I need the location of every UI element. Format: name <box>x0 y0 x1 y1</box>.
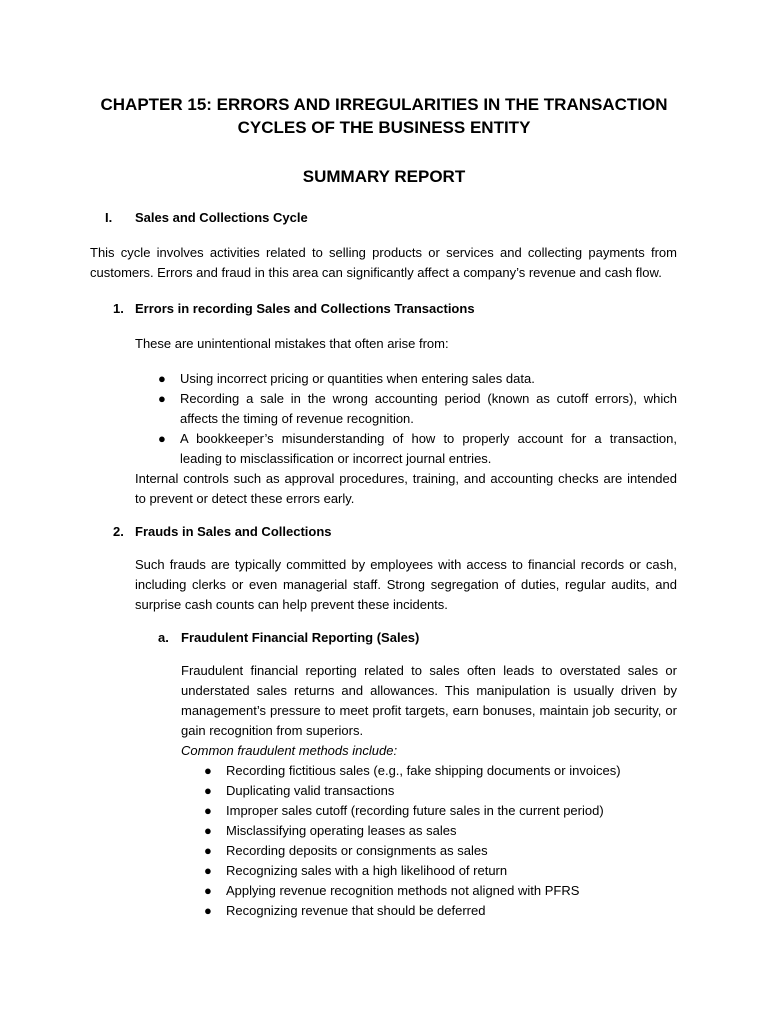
list-item-text: Recognizing sales with a high likelihood of return <box>226 863 508 878</box>
bullet-icon: ● <box>158 391 166 406</box>
item1-number: 1. <box>113 301 124 316</box>
suba-text: Fraudulent financial reporting related to sales often leads to overstated sales or understated sales returns and allowances. This manipulation is usually driven by management’s pressure to meet profit targets, earn bonuses, maintain job security, or gain recognition from superiors. <box>181 663 677 738</box>
list-item-text: Recording fictitious sales (e.g., fake shipping documents or invoices) <box>226 763 621 778</box>
list-item-text: Recording deposits or consignments as sales <box>226 843 488 858</box>
list-item <box>158 429 677 469</box>
item1-bullet-list <box>158 369 677 469</box>
list-item-text: Recognizing revenue that should be deferred <box>226 903 486 918</box>
item1-heading: Errors in recording Sales and Collections Transactions <box>135 301 475 316</box>
suba-heading: Fraudulent Financial Reporting (Sales) <box>181 630 420 645</box>
list-item-text: Applying revenue recognition methods not aligned with PFRS <box>226 883 580 898</box>
bullet-icon: ● <box>204 903 212 918</box>
bullet-icon: ● <box>204 783 212 798</box>
bullet-icon: ● <box>158 371 166 386</box>
list-item <box>204 761 677 781</box>
list-item <box>204 861 677 881</box>
suba-methods-label: Common fraudulent methods include: <box>181 743 398 758</box>
list-item <box>204 841 677 861</box>
bullet-icon: ● <box>204 823 212 838</box>
list-item-text: Recording a sale in the wrong accounting period (known as cutoff errors), which affects the timing of revenue recognition. <box>180 391 677 426</box>
section1-number: I. <box>105 210 113 225</box>
bullet-icon: ● <box>158 431 166 446</box>
bullet-icon: ● <box>204 843 212 858</box>
list-item-text: Using incorrect pricing or quantities when entering sales data. <box>180 371 535 386</box>
section1-intro: This cycle involves activities related to selling products or services and collecting payments from customers. Errors and fraud in this area can significantly affect a company’s revenue and cash flow. <box>90 245 677 280</box>
item2-heading: Frauds in Sales and Collections <box>135 524 332 539</box>
bullet-icon: ● <box>204 803 212 818</box>
list-item <box>204 901 677 921</box>
chapter-title <box>60 93 708 139</box>
list-item-text: Improper sales cutoff (recording future sales in the current period) <box>226 803 604 818</box>
item2-text: Such frauds are typically committed by employees with access to financial records or cash, including clerks or even managerial staff. Strong segregation of duties, regular audits, and surprise cash counts can help prevent these incidents. <box>135 557 677 612</box>
item1-closing: Internal controls such as approval procedures, training, and accounting checks are intended to prevent or detect these errors early. <box>135 471 677 506</box>
list-item <box>204 801 677 821</box>
list-item <box>158 389 677 429</box>
section1-heading: Sales and Collections Cycle <box>135 210 308 225</box>
chapter-title-line2: CYCLES OF THE BUSINESS ENTITY <box>237 118 531 137</box>
item1-intro: These are unintentional mistakes that often arise from: <box>135 336 449 351</box>
list-item-text: A bookkeeper’s misunderstanding of how to properly account for a transaction, leading to misclassification or incorrect journal entries. <box>180 431 677 466</box>
list-item-text: Misclassifying operating leases as sales <box>226 823 457 838</box>
bullet-icon: ● <box>204 883 212 898</box>
list-item <box>204 781 677 801</box>
list-item <box>158 369 677 389</box>
list-item-text: Duplicating valid transactions <box>226 783 395 798</box>
suba-methods-list <box>204 761 677 921</box>
list-item <box>204 881 677 901</box>
suba-number: a. <box>158 630 169 645</box>
chapter-title-line1: CHAPTER 15: ERRORS AND IRREGULARITIES IN THE TRANSACTION <box>100 95 668 114</box>
item2-number: 2. <box>113 524 124 539</box>
list-item <box>204 821 677 841</box>
bullet-icon: ● <box>204 863 212 878</box>
bullet-icon: ● <box>204 763 212 778</box>
report-subtitle: SUMMARY REPORT <box>302 167 466 186</box>
